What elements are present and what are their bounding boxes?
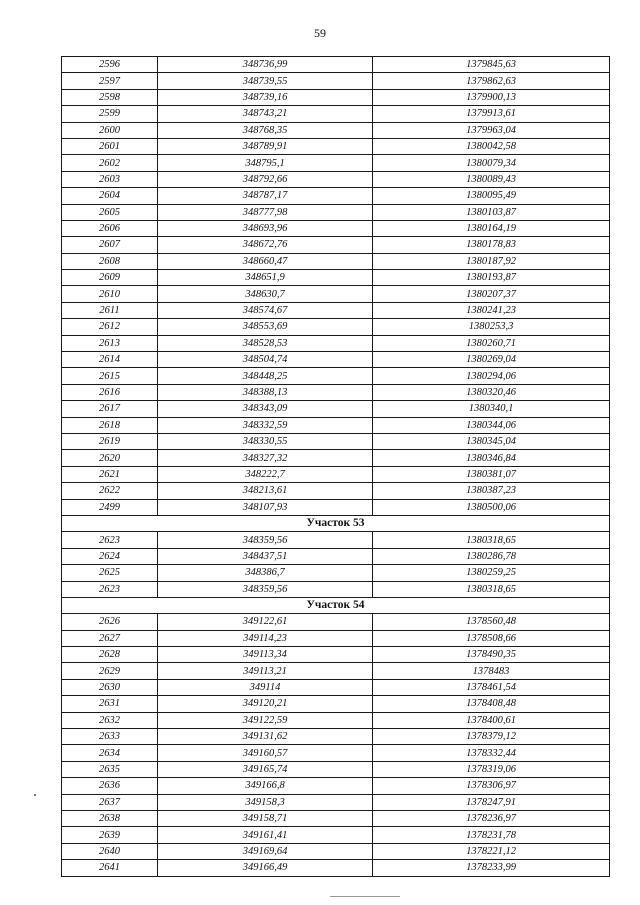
table-row [62, 663, 610, 679]
y-coordinate-cell: 1380079,34 [373, 155, 610, 171]
x-coordinate-cell: 348768,35 [158, 122, 373, 138]
table-row [62, 794, 610, 810]
x-coordinate-cell: 348528,53 [158, 335, 373, 351]
y-coordinate-cell: 1380095,49 [373, 188, 610, 204]
table-row [62, 761, 610, 777]
y-coordinate-cell: 1378461,54 [373, 679, 610, 695]
x-coordinate-cell: 348359,56 [158, 581, 373, 597]
y-coordinate-cell: 1380260,71 [373, 335, 610, 351]
point-number-cell: 2606 [62, 220, 158, 236]
scan-edge-line [330, 896, 400, 897]
x-coordinate-cell: 349166,49 [158, 860, 373, 876]
coordinates-table-body [62, 57, 610, 877]
x-coordinate-cell: 349120,21 [158, 696, 373, 712]
table-row [62, 581, 610, 597]
point-number-cell: 2633 [62, 729, 158, 745]
y-coordinate-cell: 1380340,1 [373, 401, 610, 417]
x-coordinate-cell: 349113,21 [158, 663, 373, 679]
y-coordinate-cell: 1380207,37 [373, 286, 610, 302]
coordinates-table [61, 56, 610, 877]
x-coordinate-cell: 349165,74 [158, 761, 373, 777]
x-coordinate-cell: 348448,25 [158, 368, 373, 384]
point-number-cell: 2630 [62, 679, 158, 695]
point-number-cell: 2627 [62, 630, 158, 646]
table-row [62, 745, 610, 761]
table-row [62, 89, 610, 105]
table-row [62, 286, 610, 302]
point-number-cell: 2637 [62, 794, 158, 810]
y-coordinate-cell: 1380269,04 [373, 352, 610, 368]
y-coordinate-cell: 1378408,48 [373, 696, 610, 712]
x-coordinate-cell: 348332,59 [158, 417, 373, 433]
x-coordinate-cell: 348574,67 [158, 302, 373, 318]
table-row [62, 417, 610, 433]
table-row [62, 204, 610, 220]
point-number-cell: 2625 [62, 565, 158, 581]
y-coordinate-cell: 1380381,07 [373, 466, 610, 482]
x-coordinate-cell: 348386,7 [158, 565, 373, 581]
point-number-cell: 2640 [62, 843, 158, 859]
x-coordinate-cell: 348693,96 [158, 220, 373, 236]
y-coordinate-cell: 1380187,92 [373, 253, 610, 269]
y-coordinate-cell: 1378247,91 [373, 794, 610, 810]
table-row [62, 57, 610, 73]
point-number-cell: 2608 [62, 253, 158, 269]
point-number-cell: 2600 [62, 122, 158, 138]
point-number-cell: 2601 [62, 138, 158, 154]
table-row [62, 843, 610, 859]
section-header-row [62, 597, 610, 613]
table-row [62, 450, 610, 466]
point-number-cell: 2621 [62, 466, 158, 482]
y-coordinate-cell: 1380387,23 [373, 483, 610, 499]
point-number-cell: 2641 [62, 860, 158, 876]
table-row [62, 188, 610, 204]
x-coordinate-cell: 348787,17 [158, 188, 373, 204]
point-number-cell: 2602 [62, 155, 158, 171]
table-row [62, 647, 610, 663]
y-coordinate-cell: 1380103,87 [373, 204, 610, 220]
point-number-cell: 2605 [62, 204, 158, 220]
table-row [62, 614, 610, 630]
point-number-cell: 2599 [62, 106, 158, 122]
y-coordinate-cell: 1380286,78 [373, 548, 610, 564]
y-coordinate-cell: 1380253,3 [373, 319, 610, 335]
table-row [62, 499, 610, 515]
x-coordinate-cell: 348437,51 [158, 548, 373, 564]
table-row [62, 253, 610, 269]
x-coordinate-cell: 348792,66 [158, 171, 373, 187]
x-coordinate-cell: 348651,9 [158, 270, 373, 286]
y-coordinate-cell: 1379913,61 [373, 106, 610, 122]
y-coordinate-cell: 1380164,19 [373, 220, 610, 236]
point-number-cell: 2631 [62, 696, 158, 712]
point-number-cell: 2612 [62, 319, 158, 335]
table-row [62, 106, 610, 122]
x-coordinate-cell: 348795,1 [158, 155, 373, 171]
point-number-cell: 2617 [62, 401, 158, 417]
point-number-cell: 2607 [62, 237, 158, 253]
point-number-cell: 2603 [62, 171, 158, 187]
y-coordinate-cell: 1380042,58 [373, 138, 610, 154]
point-number-cell: 2610 [62, 286, 158, 302]
table-row [62, 122, 610, 138]
x-coordinate-cell: 348107,93 [158, 499, 373, 515]
y-coordinate-cell: 1378508,66 [373, 630, 610, 646]
x-coordinate-cell: 348672,76 [158, 237, 373, 253]
table-row [62, 155, 610, 171]
point-number-cell: 2636 [62, 778, 158, 794]
x-coordinate-cell: 348736,99 [158, 57, 373, 73]
point-number-cell: 2499 [62, 499, 158, 515]
table-row [62, 171, 610, 187]
y-coordinate-cell: 1379862,63 [373, 73, 610, 89]
y-coordinate-cell: 1378483 [373, 663, 610, 679]
point-number-cell: 2613 [62, 335, 158, 351]
point-number-cell: 2623 [62, 581, 158, 597]
point-number-cell: 2597 [62, 73, 158, 89]
y-coordinate-cell: 1380346,84 [373, 450, 610, 466]
table-row [62, 778, 610, 794]
point-number-cell: 2632 [62, 712, 158, 728]
x-coordinate-cell: 349169,64 [158, 843, 373, 859]
y-coordinate-cell: 1380259,25 [373, 565, 610, 581]
point-number-cell: 2635 [62, 761, 158, 777]
y-coordinate-cell: 1379900,13 [373, 89, 610, 105]
point-number-cell: 2619 [62, 433, 158, 449]
x-coordinate-cell: 348504,74 [158, 352, 373, 368]
x-coordinate-cell: 348777,98 [158, 204, 373, 220]
x-coordinate-cell: 348330,55 [158, 433, 373, 449]
table-row [62, 237, 610, 253]
point-number-cell: 2634 [62, 745, 158, 761]
x-coordinate-cell: 348222,7 [158, 466, 373, 482]
y-coordinate-cell: 1378236,97 [373, 810, 610, 826]
point-number-cell: 2628 [62, 647, 158, 663]
table-row [62, 532, 610, 548]
table-row [62, 548, 610, 564]
table-row [62, 712, 610, 728]
x-coordinate-cell: 349131,62 [158, 729, 373, 745]
y-coordinate-cell: 1378233,99 [373, 860, 610, 876]
x-coordinate-cell: 348660,47 [158, 253, 373, 269]
point-number-cell: 2620 [62, 450, 158, 466]
x-coordinate-cell: 348327,32 [158, 450, 373, 466]
y-coordinate-cell: 1380241,23 [373, 302, 610, 318]
y-coordinate-cell: 1380320,46 [373, 384, 610, 400]
table-row [62, 483, 610, 499]
x-coordinate-cell: 349161,41 [158, 827, 373, 843]
x-coordinate-cell: 348359,56 [158, 532, 373, 548]
y-coordinate-cell: 1378560,48 [373, 614, 610, 630]
table-row [62, 827, 610, 843]
table-row [62, 138, 610, 154]
y-coordinate-cell: 1380344,06 [373, 417, 610, 433]
point-number-cell: 2618 [62, 417, 158, 433]
x-coordinate-cell: 348343,09 [158, 401, 373, 417]
table-row [62, 679, 610, 695]
table-row [62, 270, 610, 286]
x-coordinate-cell: 349158,71 [158, 810, 373, 826]
point-number-cell: 2609 [62, 270, 158, 286]
point-number-cell: 2629 [62, 663, 158, 679]
x-coordinate-cell: 348553,69 [158, 319, 373, 335]
x-coordinate-cell: 348743,21 [158, 106, 373, 122]
y-coordinate-cell: 1380318,65 [373, 532, 610, 548]
point-number-cell: 2616 [62, 384, 158, 400]
table-row [62, 368, 610, 384]
y-coordinate-cell: 1378379,12 [373, 729, 610, 745]
x-coordinate-cell: 348739,55 [158, 73, 373, 89]
point-number-cell: 2626 [62, 614, 158, 630]
y-coordinate-cell: 1378319,06 [373, 761, 610, 777]
scan-speck [34, 794, 36, 796]
table-row [62, 352, 610, 368]
x-coordinate-cell: 349122,59 [158, 712, 373, 728]
table-row [62, 729, 610, 745]
section-title: Участок 53 [62, 515, 610, 531]
point-number-cell: 2604 [62, 188, 158, 204]
y-coordinate-cell: 1378306,97 [373, 778, 610, 794]
x-coordinate-cell: 349158,3 [158, 794, 373, 810]
y-coordinate-cell: 1379845,63 [373, 57, 610, 73]
table-row [62, 433, 610, 449]
y-coordinate-cell: 1380193,87 [373, 270, 610, 286]
table-row [62, 466, 610, 482]
table-row [62, 335, 610, 351]
section-header-row [62, 515, 610, 531]
point-number-cell: 2598 [62, 89, 158, 105]
table-row [62, 696, 610, 712]
table-row [62, 302, 610, 318]
section-title: Участок 54 [62, 597, 610, 613]
table-row [62, 401, 610, 417]
y-coordinate-cell: 1380500,06 [373, 499, 610, 515]
y-coordinate-cell: 1378221,12 [373, 843, 610, 859]
y-coordinate-cell: 1378332,44 [373, 745, 610, 761]
y-coordinate-cell: 1380089,43 [373, 171, 610, 187]
x-coordinate-cell: 349114,23 [158, 630, 373, 646]
x-coordinate-cell: 348213,61 [158, 483, 373, 499]
point-number-cell: 2623 [62, 532, 158, 548]
point-number-cell: 2611 [62, 302, 158, 318]
y-coordinate-cell: 1380318,65 [373, 581, 610, 597]
y-coordinate-cell: 1380294,06 [373, 368, 610, 384]
x-coordinate-cell: 348630,7 [158, 286, 373, 302]
x-coordinate-cell: 349166,8 [158, 778, 373, 794]
table-row [62, 860, 610, 876]
point-number-cell: 2615 [62, 368, 158, 384]
x-coordinate-cell: 349160,57 [158, 745, 373, 761]
x-coordinate-cell: 348739,16 [158, 89, 373, 105]
x-coordinate-cell: 349114 [158, 679, 373, 695]
table-row [62, 73, 610, 89]
point-number-cell: 2624 [62, 548, 158, 564]
table-row [62, 384, 610, 400]
y-coordinate-cell: 1378400,61 [373, 712, 610, 728]
y-coordinate-cell: 1378490,35 [373, 647, 610, 663]
point-number-cell: 2622 [62, 483, 158, 499]
table-row [62, 319, 610, 335]
x-coordinate-cell: 348388,13 [158, 384, 373, 400]
point-number-cell: 2639 [62, 827, 158, 843]
y-coordinate-cell: 1380178,83 [373, 237, 610, 253]
table-row [62, 630, 610, 646]
point-number-cell: 2596 [62, 57, 158, 73]
x-coordinate-cell: 349113,34 [158, 647, 373, 663]
y-coordinate-cell: 1379963,04 [373, 122, 610, 138]
page-number: 59 [314, 26, 326, 40]
x-coordinate-cell: 348789,91 [158, 138, 373, 154]
point-number-cell: 2614 [62, 352, 158, 368]
table-row [62, 220, 610, 236]
table-row [62, 810, 610, 826]
y-coordinate-cell: 1378231,78 [373, 827, 610, 843]
x-coordinate-cell: 349122,61 [158, 614, 373, 630]
point-number-cell: 2638 [62, 810, 158, 826]
y-coordinate-cell: 1380345,04 [373, 433, 610, 449]
table-row [62, 565, 610, 581]
